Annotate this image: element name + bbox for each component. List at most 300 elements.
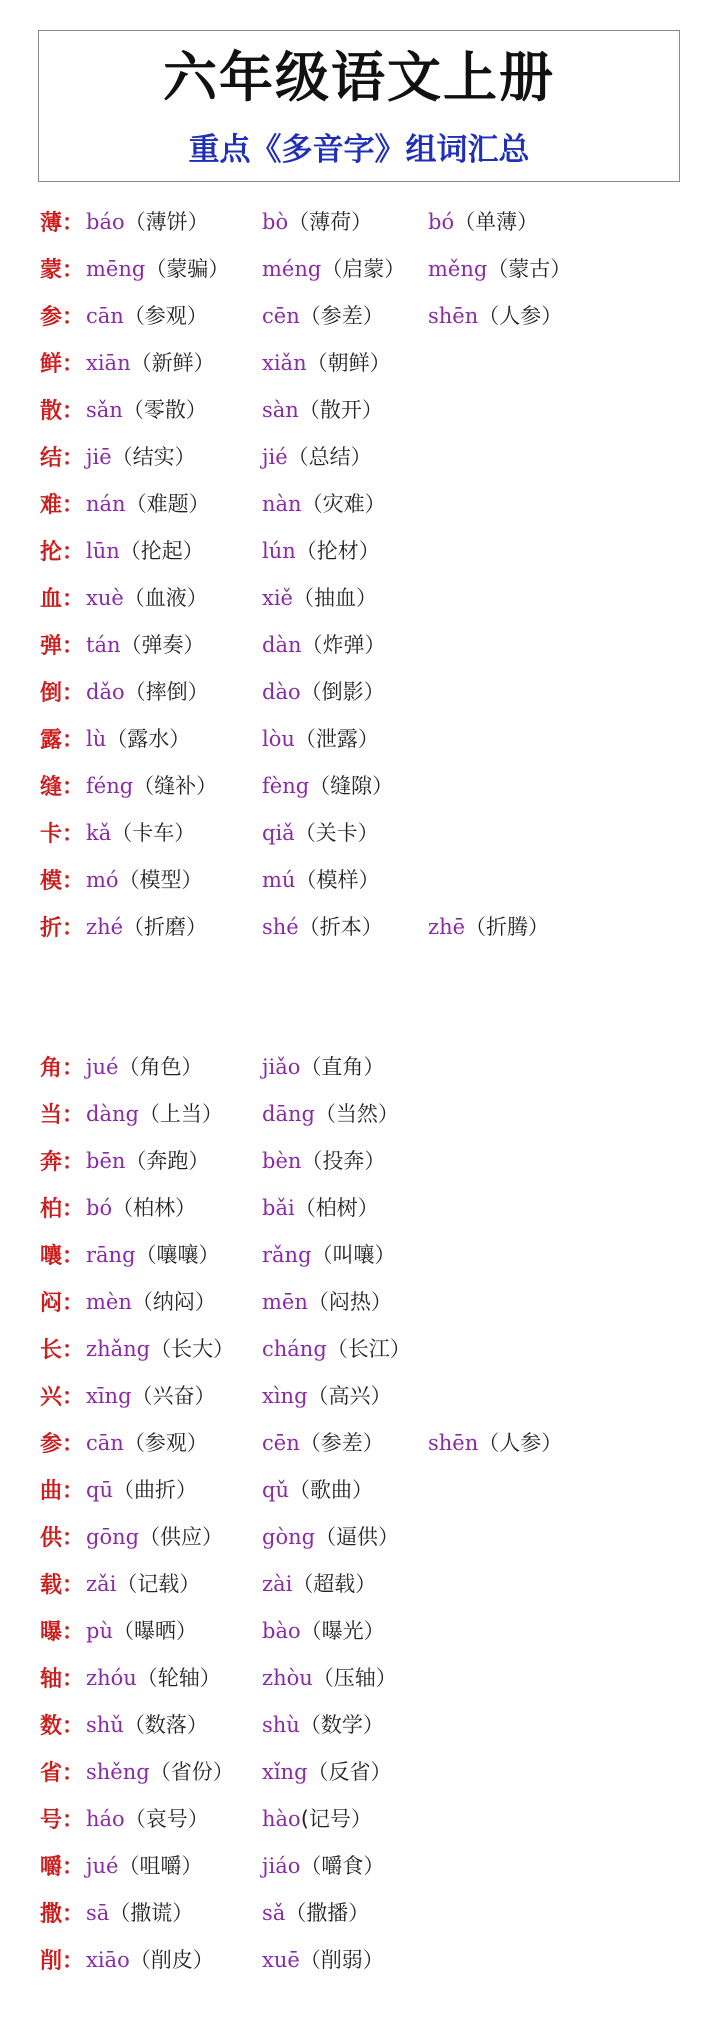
reading-word: （闷热） (307, 1290, 392, 1314)
reading-word: （长江） (326, 1337, 411, 1361)
reading-pinyin: zhóu (86, 1666, 137, 1690)
reading-word: （折磨） (123, 915, 208, 939)
entry-row (0, 341, 719, 381)
reading (262, 1944, 384, 1974)
entry-row (0, 482, 719, 522)
reading (86, 441, 196, 471)
reading-pinyin: gòng (262, 1525, 316, 1549)
reading-pinyin: kǎ (86, 821, 112, 845)
reading-pinyin: jié (262, 445, 288, 469)
entry-row (0, 1421, 719, 1461)
entry-row (0, 1374, 719, 1414)
reading-pinyin: cháng (262, 1337, 327, 1361)
reading (86, 1286, 216, 1316)
reading (86, 394, 207, 424)
entry-row (0, 294, 719, 334)
reading (262, 253, 405, 283)
reading (262, 676, 385, 706)
reading (262, 535, 380, 565)
reading-pinyin: báo (86, 210, 125, 234)
reading-pinyin: zhòu (262, 1666, 313, 1690)
entry-row (0, 1609, 719, 1649)
reading-pinyin: zǎi (86, 1572, 117, 1596)
reading-word: （超载） (292, 1572, 377, 1596)
entry-row (0, 858, 719, 898)
reading-word: （曲折） (112, 1478, 197, 1502)
reading-pinyin: mēn (262, 1290, 308, 1314)
reading-pinyin: bèn (262, 1149, 302, 1173)
reading-word: （薄荷） (288, 210, 373, 234)
reading-pinyin: lù (86, 727, 107, 751)
reading-pinyin: jiē (86, 445, 112, 469)
reading (428, 300, 562, 330)
reading (86, 676, 209, 706)
reading (428, 253, 571, 283)
reading-pinyin: shǔ (86, 1713, 124, 1737)
reading-pinyin: sǎn (86, 398, 123, 422)
reading-pinyin: méng (262, 257, 322, 281)
reading (86, 1145, 209, 1175)
reading (262, 394, 383, 424)
entry-row (0, 905, 719, 945)
reading-pinyin: qū (86, 1478, 113, 1502)
reading (86, 347, 215, 377)
reading (86, 1333, 234, 1363)
entry-character: 角： (40, 1056, 85, 1081)
title-box (38, 30, 680, 182)
reading-word: （零散） (122, 398, 207, 422)
reading-pinyin: jué (86, 1055, 119, 1079)
entry-row (0, 388, 719, 428)
entry-character: 数： (40, 1714, 85, 1739)
entry-character: 难： (40, 493, 85, 518)
reading-word: （抡材） (295, 539, 380, 563)
entry-row (0, 717, 719, 757)
entry-row (0, 1891, 719, 1931)
entry-character: 蒙： (40, 258, 85, 283)
reading-pinyin: dào (262, 680, 301, 704)
reading-pinyin: qǔ (262, 1478, 289, 1502)
reading-pinyin: qiǎ (262, 821, 295, 845)
entry-character: 模： (40, 869, 85, 894)
reading-word: （蒙古） (487, 257, 572, 281)
reading (86, 1850, 202, 1880)
reading-word: （反省） (307, 1760, 392, 1784)
reading-pinyin: zhǎng (86, 1337, 151, 1361)
entry-row (0, 1656, 719, 1696)
reading-word: （人参） (478, 1431, 563, 1455)
reading-word: （弹奏） (120, 633, 205, 657)
reading-word: （摔倒） (124, 680, 209, 704)
entry-character: 抡： (40, 540, 85, 565)
entry-character: 长： (40, 1338, 85, 1363)
entry-character: 曲： (40, 1479, 85, 1504)
reading-pinyin: xīng (86, 1384, 132, 1408)
reading (262, 1709, 384, 1739)
entry-row (0, 1186, 719, 1226)
entry-row (0, 1750, 719, 1790)
entry-row (0, 764, 719, 804)
reading-word: （总结） (287, 445, 372, 469)
reading-pinyin: dāng (262, 1102, 315, 1126)
reading-word: （灾难） (301, 492, 386, 516)
entry-row (0, 1139, 719, 1179)
reading-word: （缝隙） (309, 774, 394, 798)
reading-word: （削弱） (299, 1948, 384, 1972)
reading-word: （倒影） (300, 680, 385, 704)
reading (86, 1944, 214, 1974)
entry-character: 卡： (40, 822, 85, 847)
reading (262, 1051, 384, 1081)
reading-word: （叫嚷） (311, 1243, 396, 1267)
reading (262, 1803, 372, 1833)
reading (86, 206, 209, 236)
reading (262, 300, 384, 330)
reading (262, 441, 372, 471)
entry-row (0, 1844, 719, 1884)
reading-pinyin: gōng (86, 1525, 140, 1549)
reading-pinyin: tán (86, 633, 121, 657)
reading-word: （朝鲜） (306, 351, 391, 375)
reading-word: （关卡） (294, 821, 379, 845)
reading-word: （折本） (298, 915, 383, 939)
reading-word: （投奔） (301, 1149, 386, 1173)
reading (262, 1615, 385, 1645)
reading (262, 1474, 373, 1504)
entry-row (0, 1092, 719, 1132)
reading-pinyin: rǎng (262, 1243, 312, 1267)
reading (86, 1192, 196, 1222)
reading-word: (记号） (300, 1807, 372, 1831)
reading-word: （嚼食） (300, 1854, 385, 1878)
entry-row (0, 670, 719, 710)
reading (86, 1803, 209, 1833)
reading-word: （曝光） (300, 1619, 385, 1643)
reading-word: （长大） (150, 1337, 235, 1361)
reading (86, 1897, 193, 1927)
entry-character: 参： (40, 305, 85, 330)
reading-word: （角色） (118, 1055, 203, 1079)
reading-word: （轮轴） (136, 1666, 221, 1690)
reading (86, 723, 190, 753)
entry-row (0, 1797, 719, 1837)
reading-pinyin: bó (428, 210, 455, 234)
reading-word: （薄饼） (124, 210, 209, 234)
reading (262, 911, 383, 941)
entry-character: 弹： (40, 634, 85, 659)
reading-word: （结实） (111, 445, 196, 469)
reading (86, 1474, 197, 1504)
reading (86, 253, 229, 283)
reading-pinyin: bò (262, 210, 289, 234)
reading (86, 911, 207, 941)
reading-pinyin: rāng (86, 1243, 136, 1267)
reading-pinyin: lòu (262, 727, 295, 751)
reading-word: （抡起） (119, 539, 204, 563)
reading (428, 206, 538, 236)
reading (86, 1756, 234, 1786)
entry-character: 嚼： (40, 1855, 85, 1880)
reading-word: （折腾） (465, 915, 550, 939)
entry-row (0, 247, 719, 287)
reading-word: （炸弹） (301, 633, 386, 657)
reading (86, 1098, 223, 1128)
reading-word: （直角） (300, 1055, 385, 1079)
reading-pinyin: cān (86, 304, 124, 328)
reading-pinyin: cān (86, 1431, 124, 1455)
reading (86, 1380, 216, 1410)
reading (86, 1521, 223, 1551)
reading (262, 1897, 369, 1927)
entry-character: 嚷： (40, 1244, 85, 1269)
reading-word: （缝补） (133, 774, 218, 798)
reading (262, 770, 393, 800)
entry-row (0, 200, 719, 240)
reading (262, 206, 372, 236)
entry-character: 省： (40, 1761, 85, 1786)
entry-row (0, 576, 719, 616)
reading (262, 1098, 399, 1128)
entry-character: 撒： (40, 1902, 85, 1927)
reading-pinyin: mēng (86, 257, 146, 281)
reading-word: （纳闷） (131, 1290, 216, 1314)
reading-pinyin: bó (86, 1196, 113, 1220)
reading (86, 300, 208, 330)
reading-word: （数落） (123, 1713, 208, 1737)
reading-word: （露水） (106, 727, 191, 751)
reading-word: （供应） (139, 1525, 224, 1549)
reading-word: （撒谎） (109, 1901, 194, 1925)
reading-pinyin: fèng (262, 774, 310, 798)
reading-word: （柏林） (112, 1196, 197, 1220)
reading-pinyin: nán (86, 492, 126, 516)
entry-character: 结： (40, 446, 85, 471)
reading (262, 347, 391, 377)
reading-word: （逼供） (315, 1525, 400, 1549)
reading-word: （歌曲） (288, 1478, 373, 1502)
reading (262, 1192, 379, 1222)
reading (86, 1427, 208, 1457)
reading-pinyin: xǐng (262, 1760, 308, 1784)
reading (262, 629, 386, 659)
reading-pinyin: nàn (262, 492, 302, 516)
entry-row (0, 1515, 719, 1555)
reading-word: （散开） (298, 398, 383, 422)
entry-character: 闷： (40, 1291, 85, 1316)
entry-row (0, 1327, 719, 1367)
reading (262, 1286, 392, 1316)
reading-pinyin: sǎ (262, 1901, 286, 1925)
reading (262, 1568, 376, 1598)
reading-pinyin: shé (262, 915, 299, 939)
entry-character: 轴： (40, 1667, 85, 1692)
reading-pinyin: xuè (86, 586, 124, 610)
reading-pinyin: háo (86, 1807, 125, 1831)
reading-pinyin: hào (262, 1807, 301, 1831)
entry-character: 当： (40, 1103, 85, 1128)
reading-pinyin: xiān (86, 351, 131, 375)
reading-word: （参差） (299, 1431, 384, 1455)
reading (262, 1521, 399, 1551)
reading (262, 1145, 385, 1175)
entry-row (0, 1562, 719, 1602)
reading-pinyin: féng (86, 774, 134, 798)
reading-word: （兴奋） (131, 1384, 216, 1408)
reading-pinyin: lún (262, 539, 296, 563)
reading-word: （当然） (314, 1102, 399, 1126)
reading-word: （血液） (123, 586, 208, 610)
entry-character: 血： (40, 587, 85, 612)
entry-character: 奔： (40, 1150, 85, 1175)
reading (262, 488, 386, 518)
reading-word: （咀嚼） (118, 1854, 203, 1878)
entry-character: 载： (40, 1573, 85, 1598)
reading-pinyin: shēn (428, 304, 479, 328)
reading (262, 864, 379, 894)
reading (86, 1568, 200, 1598)
entry-row (0, 811, 719, 851)
entry-character: 露： (40, 728, 85, 753)
reading-word: （抽血） (293, 586, 377, 610)
reading-pinyin: shēn (428, 1431, 479, 1455)
reading-word: （人参） (478, 304, 563, 328)
reading (86, 864, 203, 894)
reading (86, 488, 210, 518)
reading (86, 535, 204, 565)
reading-word: （新鲜） (130, 351, 215, 375)
page-title: 六年级语文上册 (163, 45, 555, 109)
reading-pinyin: dàng (86, 1102, 139, 1126)
reading-pinyin: jiáo (262, 1854, 301, 1878)
reading (262, 1380, 392, 1410)
reading-word: （上当） (138, 1102, 223, 1126)
reading (86, 1051, 202, 1081)
reading-word: （削皮） (129, 1948, 214, 1972)
reading (86, 817, 195, 847)
reading-word: （奔跑） (125, 1149, 210, 1173)
reading-pinyin: lūn (86, 539, 120, 563)
reading-pinyin: mèn (86, 1290, 132, 1314)
reading-pinyin: sàn (262, 398, 299, 422)
reading-word: （哀号） (124, 1807, 209, 1831)
reading-word: （单薄） (454, 210, 539, 234)
reading (86, 582, 208, 612)
reading-pinyin: zài (262, 1572, 293, 1596)
reading (262, 723, 379, 753)
reading (86, 770, 217, 800)
reading (262, 817, 379, 847)
entry-character: 兴： (40, 1385, 85, 1410)
reading-pinyin: jiǎo (262, 1055, 301, 1079)
reading-word: （参观） (123, 1431, 208, 1455)
reading-word: （参差） (299, 304, 384, 328)
reading-word: （数学） (299, 1713, 384, 1737)
reading-pinyin: shù (262, 1713, 300, 1737)
reading (86, 1709, 208, 1739)
entry-character: 薄： (40, 211, 85, 236)
reading-word: （曝晒） (112, 1619, 197, 1643)
reading-word: （柏树） (294, 1196, 379, 1220)
reading-word: （高兴） (307, 1384, 392, 1408)
entry-character: 折： (40, 916, 85, 941)
reading-pinyin: xiě (262, 586, 293, 610)
reading (86, 1662, 221, 1692)
reading-pinyin: měng (428, 257, 488, 281)
reading-pinyin: jué (86, 1854, 119, 1878)
entry-character: 散： (40, 399, 85, 424)
reading-pinyin: bǎi (262, 1196, 295, 1220)
reading-pinyin: sā (86, 1901, 110, 1925)
reading-pinyin: xìng (262, 1384, 308, 1408)
entry-character: 削： (40, 1949, 85, 1974)
reading-pinyin: bēn (86, 1149, 126, 1173)
entry-character: 参： (40, 1432, 85, 1457)
reading (86, 629, 204, 659)
entry-row (0, 435, 719, 475)
reading (262, 582, 377, 612)
entry-row (0, 1233, 719, 1273)
entry-character: 曝： (40, 1620, 85, 1645)
reading-word: （参观） (123, 304, 208, 328)
reading-pinyin: shěng (86, 1760, 150, 1784)
reading-word: （省份） (149, 1760, 234, 1784)
entry-row (0, 1938, 719, 1978)
reading (262, 1662, 397, 1692)
reading-pinyin: cēn (262, 304, 300, 328)
reading-word: （压轴） (312, 1666, 397, 1690)
reading (86, 1615, 197, 1645)
reading-pinyin: zhé (86, 915, 124, 939)
reading-pinyin: pù (86, 1619, 113, 1643)
reading-pinyin: mó (86, 868, 119, 892)
reading-word: （撒播） (285, 1901, 370, 1925)
reading-word: （难题） (125, 492, 210, 516)
reading (262, 1427, 384, 1457)
reading-pinyin: dǎo (86, 680, 125, 704)
entry-row (0, 1468, 719, 1508)
reading-word: （泄露） (294, 727, 379, 751)
reading-pinyin: xuē (262, 1948, 300, 1972)
reading-pinyin: xiǎn (262, 351, 307, 375)
reading-word: （卡车） (111, 821, 196, 845)
reading (262, 1850, 384, 1880)
reading (86, 1239, 220, 1269)
reading-pinyin: bào (262, 1619, 301, 1643)
reading (428, 1427, 562, 1457)
page-subtitle: 重点《多音字》组词汇总 (188, 131, 530, 168)
entry-character: 号： (40, 1808, 85, 1833)
reading-word: （嚷嚷） (135, 1243, 220, 1267)
reading (262, 1239, 396, 1269)
reading-word: （模型） (118, 868, 203, 892)
entry-row (0, 529, 719, 569)
reading (428, 911, 549, 941)
entry-row (0, 1280, 719, 1320)
reading-word: （启蒙） (321, 257, 406, 281)
reading (262, 1333, 411, 1363)
reading-pinyin: mú (262, 868, 296, 892)
entry-character: 倒： (40, 681, 85, 706)
entry-character: 鲜： (40, 352, 85, 377)
entry-character: 缝： (40, 775, 85, 800)
entry-row (0, 1045, 719, 1085)
reading-pinyin: zhē (428, 915, 466, 939)
entry-character: 柏： (40, 1197, 85, 1222)
entry-character: 供： (40, 1526, 85, 1551)
reading-word: （记载） (116, 1572, 201, 1596)
reading-pinyin: dàn (262, 633, 302, 657)
reading-word: （蒙骗） (145, 257, 230, 281)
